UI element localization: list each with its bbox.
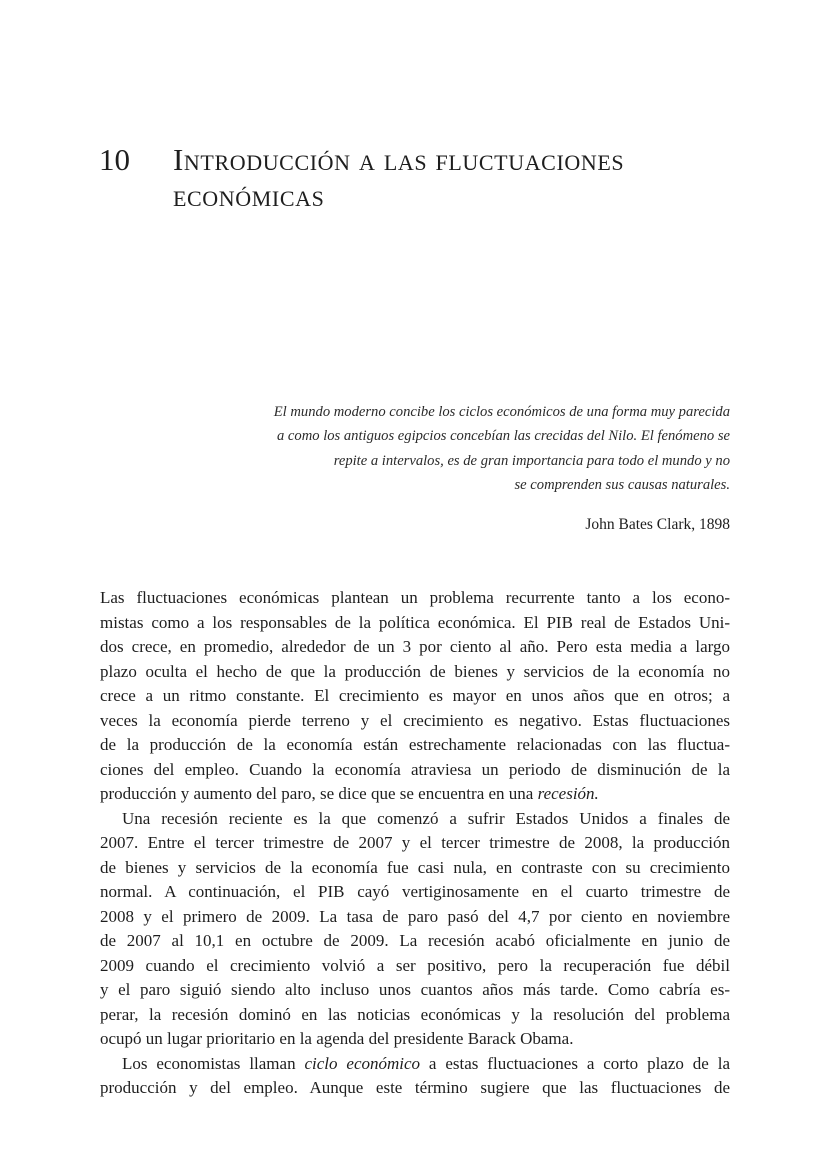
text-fragment: crece a un ritmo constante. El crecimiento es mayor en unos años que en otros; a <box>100 686 730 705</box>
text-line <box>100 880 730 905</box>
text-fragment: y el paro siguió siendo alto incluso unos cuantos años más tarde. Como cabría es- <box>100 980 730 999</box>
body-text <box>100 586 730 1101</box>
text-fragment: de 2007 al 10,1 en octubre de 2009. La recesión acabó oficialmente en junio de <box>100 931 730 950</box>
text-line <box>100 782 730 807</box>
text-line <box>100 1003 730 1028</box>
text-fragment: 2009 cuando el crecimiento volvió a ser positivo, pero la recuperación fue débil <box>100 955 730 975</box>
text-fragment: normal. A continuación, el PIB cayó vertiginosamente en el cuarto trimestre de <box>100 882 730 901</box>
epigraph-line: a como los antiguos egipcios concebían las crecidas del Nilo. El fenómeno se <box>276 428 730 445</box>
text-fragment: Las fluctuaciones económicas plantean un problema recurrente tanto a los econo- <box>100 588 730 607</box>
text-line <box>100 978 730 1003</box>
text-line <box>100 635 730 660</box>
text-line <box>100 758 730 783</box>
text-line <box>100 733 730 758</box>
text-fragment: mistas como a los responsables de la política económica. El PIB real de Estados Uni- <box>100 612 730 632</box>
text-fragment: de la producción de la economía están estrechamente relacionadas con las fluctua- <box>100 735 730 754</box>
text-fragment: dos crece, en promedio, alrededor de un 3 por ciento al año. Pero esta media a largo <box>100 637 730 656</box>
text-line <box>100 586 730 611</box>
chapter-number: 10 <box>99 142 130 177</box>
text-fragment: 2008 y el primero de 2009. La tasa de paro pasó del 4,7 por ciento en noviembre <box>100 906 730 926</box>
text-fragment: perar, la recesión dominó en las noticias económicas y la resolución del problema <box>100 1004 730 1024</box>
chapter-title-line: Introducción a las fluctuaciones <box>173 142 625 177</box>
chapter-title-line: económicas <box>173 178 325 213</box>
text-fragment: Los economistas llaman <box>122 1053 305 1073</box>
text-line <box>100 684 730 709</box>
epigraph-line: repite a intervalos, es de gran importancia para todo el mundo y no <box>333 452 730 469</box>
text-line <box>100 856 730 881</box>
epigraph-line: se comprenden sus causas naturales. <box>514 476 730 493</box>
epigraph-quote <box>210 400 730 497</box>
text-fragment: ocupó un lugar prioritario en la agenda del presidente Barack Obama. <box>100 1029 574 1048</box>
text-fragment: a estas fluctuaciones a corto plazo de la <box>420 1053 730 1073</box>
text-line <box>100 954 730 979</box>
text-fragment: producción y aumento del paro, se dice que se encuentra en una <box>100 784 538 803</box>
text-line <box>100 1052 730 1077</box>
italic-term: ciclo económico <box>304 1053 421 1073</box>
text-fragment: 2007. Entre el tercer trimestre de 2007 y el tercer trimestre de 2008, la producción <box>100 833 730 852</box>
text-fragment: Una recesión reciente es la que comenzó a sufrir Estados Unidos a finales de <box>122 808 730 828</box>
text-fragment: plazo oculta el hecho de que la producción de bienes y servicios de la economía no <box>100 661 730 681</box>
italic-term: recesión. <box>537 784 599 803</box>
text-fragment: veces la economía pierde terreno y el crecimiento es negativo. Estas fluctuaciones <box>100 710 730 730</box>
text-fragment: producción y del empleo. Aunque este término sugiere que las fluctuaciones de <box>100 1078 730 1097</box>
epigraph-attribution: John Bates Clark, 1898 <box>585 516 730 533</box>
text-fragment: ciones del empleo. Cuando la economía atraviesa un periodo de disminución de la <box>100 759 730 779</box>
text-line <box>100 831 730 856</box>
text-line <box>100 929 730 954</box>
text-line <box>100 1076 730 1101</box>
text-line <box>100 611 730 636</box>
text-line <box>100 1027 730 1052</box>
text-line <box>100 905 730 930</box>
text-line <box>100 660 730 685</box>
text-line <box>100 807 730 832</box>
text-line <box>100 709 730 734</box>
text-fragment: de bienes y servicios de la economía fue casi nula, en contraste con su crecimiento <box>100 857 730 877</box>
chapter-title <box>173 142 753 214</box>
epigraph-line: El mundo moderno concibe los ciclos económicos de una forma muy parecida <box>273 404 730 420</box>
